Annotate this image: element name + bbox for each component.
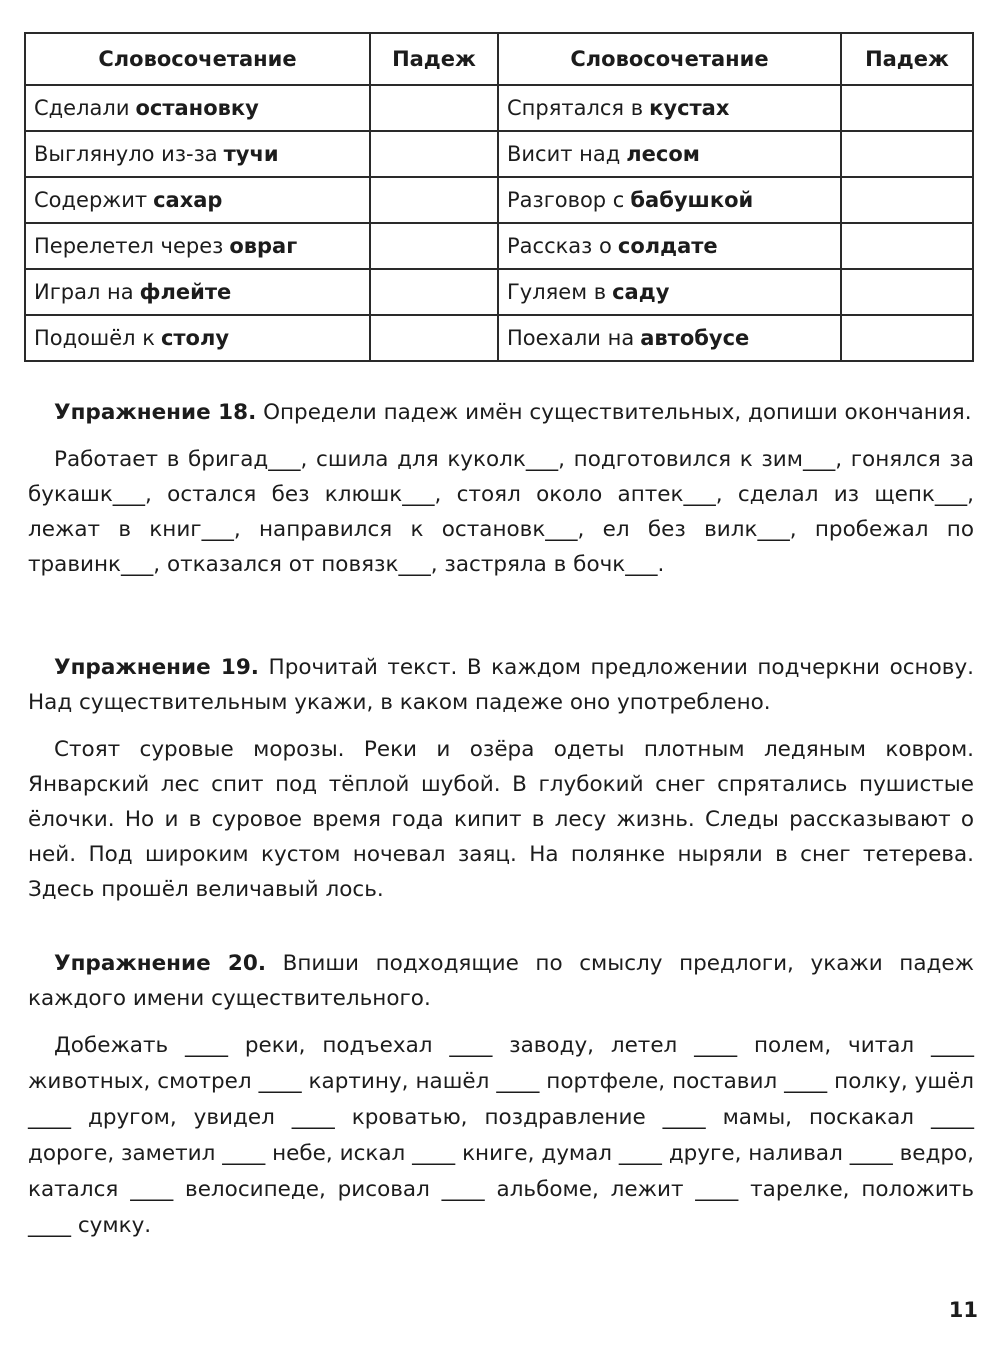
exercise-20-text: Добежать ____ реки, подъехал ____ заводу, летел ____ полем, читал ____ животных, смотрел ____ картину, нашёл ____ портфеле, поставил ____ полку, ушёл ____ другом, увидел ____ кроватью, поздравление ____ мамы, поскакал ____ дороге, заметил ____ небе, искал ____ книге, думал ____ друге, наливал ____ ведро, катался ____ велосипеде, рисовал ____ альбоме, лежит ____ тарелке, положить ____ сумку. xyxy=(28,1033,974,1238)
table-header-row xyxy=(25,33,973,85)
exercise-20-heading xyxy=(28,946,974,1016)
case-answer-cell[interactable] xyxy=(370,223,498,269)
exercise-18-title: Упражнение 18. xyxy=(54,400,257,425)
phrase-cell: Содержит сахар xyxy=(25,177,370,223)
exercise-18-text: Работает в бригад___, сшила для куколк___, подготовился к зим___, гонялся за букашк___, остался без клюшк___, стоял около аптек___, сделал из щепк___, лежат в книг___, направился к остановк___, ел без вилк___, пробежал по травинк___, отказался от повязк___, застряла в бочк___. xyxy=(28,447,974,577)
exercise-19-title: Упражнение 19. xyxy=(54,655,259,680)
phrase-cell: Поехали на автобусе xyxy=(498,315,841,361)
exercise-19-task: Прочитай текст. В каждом предложении подчеркни основу. Над существительным укажи, в каком падеже оно употреблено. xyxy=(28,655,975,715)
case-answer-cell[interactable] xyxy=(841,269,973,315)
exercise-18 xyxy=(28,395,974,582)
phrase-cell: Играл на флейте xyxy=(25,269,370,315)
header-case-left: Падеж xyxy=(370,33,498,85)
phrase-cell: Рассказ о солдате xyxy=(498,223,841,269)
case-answer-cell[interactable] xyxy=(841,85,973,131)
page-number: 11 xyxy=(948,1298,978,1322)
table-row xyxy=(25,315,973,361)
phrase-cell: Спрятался в кустах xyxy=(498,85,841,131)
header-phrase-left: Словосочетание xyxy=(25,33,370,85)
header-phrase-right: Словосочетание xyxy=(498,33,841,85)
phrase-cell: Разговор с бабушкой xyxy=(498,177,841,223)
phrase-cell: Перелетел через овраг xyxy=(25,223,370,269)
exercise-20-task: Впиши подходящие по смыслу предлоги, укажи падеж каждого имени существительного. xyxy=(28,951,974,1011)
exercise-19-text: Стоят суровые морозы. Реки и озёра одеты плотным ледяным ковром. Январский лес спит под тёплой шубой. В глубокий снег спрятались пушистые ёлочки. Но и в суровое время года кипит в лесу жизнь. Следы рассказывают о ней. Под широким кустом ночевал заяц. На полянке ныряли в снег тетерева. Здесь прошёл величавый лось. xyxy=(28,737,974,902)
case-answer-cell[interactable] xyxy=(841,223,973,269)
phrase-cell: Висит над лесом xyxy=(498,131,841,177)
exercise-20-title: Упражнение 20. xyxy=(54,951,266,976)
table-row xyxy=(25,223,973,269)
case-table xyxy=(24,32,974,362)
table-row xyxy=(25,131,973,177)
phrase-cell: Гуляем в саду xyxy=(498,269,841,315)
case-answer-cell[interactable] xyxy=(841,131,973,177)
phrase-cell: Сделали остановку xyxy=(25,85,370,131)
table-row xyxy=(25,177,973,223)
case-answer-cell[interactable] xyxy=(370,85,498,131)
table-row xyxy=(25,269,973,315)
header-case-right: Падеж xyxy=(841,33,973,85)
exercise-19 xyxy=(28,650,974,907)
case-answer-cell[interactable] xyxy=(841,177,973,223)
table-row xyxy=(25,85,973,131)
phrase-cell: Выглянуло из-за тучи xyxy=(25,131,370,177)
case-answer-cell[interactable] xyxy=(370,269,498,315)
phrase-cell: Подошёл к столу xyxy=(25,315,370,361)
exercise-19-heading xyxy=(28,650,974,720)
exercise-18-heading xyxy=(28,395,974,430)
exercise-20 xyxy=(28,946,974,1244)
case-answer-cell[interactable] xyxy=(370,177,498,223)
exercise-18-task: Определи падеж имён существительных, допиши окончания. xyxy=(263,400,972,425)
case-answer-cell[interactable] xyxy=(370,315,498,361)
case-answer-cell[interactable] xyxy=(370,131,498,177)
case-answer-cell[interactable] xyxy=(841,315,973,361)
